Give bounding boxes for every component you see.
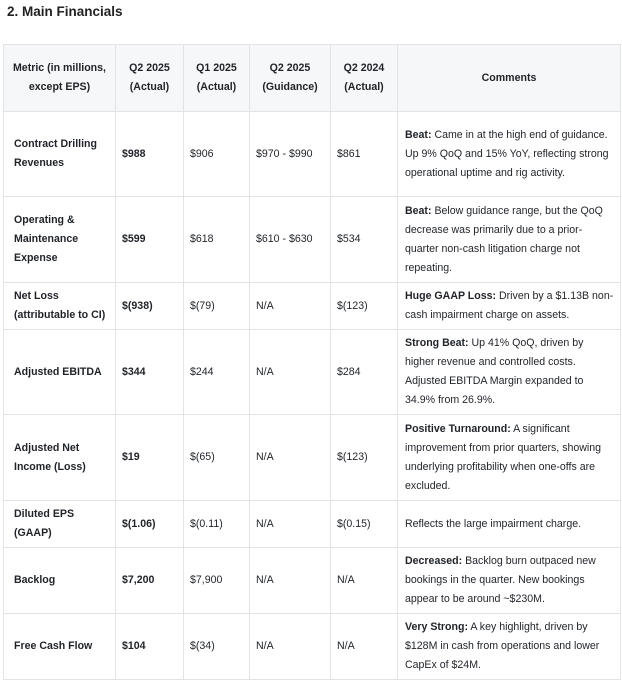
q2-2025-cell: $988 bbox=[116, 112, 184, 197]
comment-label: Decreased: bbox=[405, 555, 463, 567]
metric-cell: Free Cash Flow bbox=[4, 614, 116, 680]
comment-label: Beat: bbox=[405, 204, 432, 217]
header-q1-2025-actual: Q1 2025 (Actual) bbox=[184, 45, 250, 112]
metric-cell: Contract Drilling Revenues bbox=[4, 112, 116, 197]
metric-cell: Adjusted EBITDA bbox=[4, 330, 116, 415]
q2-2024-cell: $284 bbox=[331, 330, 398, 415]
comment-cell bbox=[398, 501, 621, 548]
guidance-cell: $970 - $990 bbox=[250, 112, 331, 197]
q2-2024-cell: N/A bbox=[331, 614, 398, 680]
q2-2025-cell: $19 bbox=[116, 415, 184, 501]
comment-cell bbox=[398, 112, 621, 197]
financials-table bbox=[3, 44, 621, 680]
comment-text: A significant improvement from prior quarters, showing underlying profitability when one-offs are excluded. bbox=[405, 422, 602, 492]
comment-text: Backlog burn outpaced new bookings in the quarter. New bookings appear to be around ~$230M. bbox=[405, 555, 596, 605]
comment-label: Positive Turnaround: bbox=[405, 422, 511, 435]
table-row bbox=[4, 112, 621, 197]
guidance-cell: N/A bbox=[250, 614, 331, 680]
table-row bbox=[4, 330, 621, 415]
comment-cell bbox=[398, 330, 621, 415]
comment-text: Up 41% QoQ, driven by higher revenue and controlled costs. Adjusted EBITDA Margin expanded to 34.9% from 26.9%. bbox=[405, 337, 584, 406]
q1-2025-cell: $618 bbox=[184, 197, 250, 283]
comment-label: Very Strong: bbox=[405, 621, 468, 633]
q2-2025-cell: $104 bbox=[116, 614, 184, 680]
table-row bbox=[4, 283, 621, 330]
header-q2-2025-guidance: Q2 2025 (Guidance) bbox=[250, 45, 331, 112]
table-header-row bbox=[4, 45, 621, 112]
q1-2025-cell: $(0.11) bbox=[184, 501, 250, 548]
guidance-cell: N/A bbox=[250, 330, 331, 415]
guidance-cell: N/A bbox=[250, 548, 331, 614]
guidance-cell: N/A bbox=[250, 283, 331, 330]
guidance-cell: N/A bbox=[250, 501, 331, 548]
table-row bbox=[4, 415, 621, 501]
q2-2024-cell: $861 bbox=[331, 112, 398, 197]
header-q2-2024-actual: Q2 2024 (Actual) bbox=[331, 45, 398, 112]
header-q2-2025-actual: Q2 2025 (Actual) bbox=[116, 45, 184, 112]
comment-label: Strong Beat: bbox=[405, 337, 469, 349]
comment-cell bbox=[398, 197, 621, 283]
table-row bbox=[4, 197, 621, 283]
q2-2025-cell: $(938) bbox=[116, 283, 184, 330]
q1-2025-cell: $(65) bbox=[184, 415, 250, 501]
comment-text: A key highlight, driven by $128M in cash from operations and lower CapEx of $24M. bbox=[405, 621, 600, 671]
header-metric: Metric (in millions, except EPS) bbox=[4, 45, 116, 112]
comment-label: Beat: bbox=[405, 128, 432, 141]
q1-2025-cell: $(34) bbox=[184, 614, 250, 680]
metric-cell: Diluted EPS (GAAP) bbox=[4, 501, 116, 548]
comment-cell bbox=[398, 548, 621, 614]
comment-text: Came in at the high end of guidance. Up 9% QoQ and 15% YoY, reflecting strong operational uptime and rig activity. bbox=[405, 128, 609, 179]
comment-text: Below guidance range, but the QoQ decrease was primarily due to a prior-quarter non-cash litigation charge not repeating. bbox=[405, 204, 603, 274]
comment-text: Reflects the large impairment charge. bbox=[405, 517, 582, 530]
q2-2025-cell: $7,200 bbox=[116, 548, 184, 614]
table-row bbox=[4, 501, 621, 548]
q2-2025-cell: $(1.06) bbox=[116, 501, 184, 548]
comment-cell bbox=[398, 614, 621, 680]
q2-2024-cell: $(123) bbox=[331, 283, 398, 330]
q1-2025-cell: $906 bbox=[184, 112, 250, 197]
header-comments: Comments bbox=[398, 45, 621, 112]
q2-2024-cell: $534 bbox=[331, 197, 398, 283]
q2-2024-cell: $(0.15) bbox=[331, 501, 398, 548]
q2-2024-cell: N/A bbox=[331, 548, 398, 614]
comment-cell bbox=[398, 415, 621, 501]
metric-cell: Operating & Maintenance Expense bbox=[4, 197, 116, 283]
comment-cell bbox=[398, 283, 621, 330]
q1-2025-cell: $244 bbox=[184, 330, 250, 415]
section-title: 2. Main Financials bbox=[7, 4, 123, 19]
q2-2025-cell: $344 bbox=[116, 330, 184, 415]
q2-2025-cell: $599 bbox=[116, 197, 184, 283]
guidance-cell: $610 - $630 bbox=[250, 197, 331, 283]
q1-2025-cell: $(79) bbox=[184, 283, 250, 330]
metric-cell: Backlog bbox=[4, 548, 116, 614]
comment-label: Huge GAAP Loss: bbox=[405, 290, 497, 302]
q2-2024-cell: $(123) bbox=[331, 415, 398, 501]
table-row bbox=[4, 548, 621, 614]
guidance-cell: N/A bbox=[250, 415, 331, 501]
metric-cell: Net Loss (attributable to CI) bbox=[4, 283, 116, 330]
table-row bbox=[4, 614, 621, 680]
q1-2025-cell: $7,900 bbox=[184, 548, 250, 614]
comment-text: Driven by a $1.13B non-cash impairment charge on assets. bbox=[405, 290, 614, 321]
metric-cell: Adjusted Net Income (Loss) bbox=[4, 415, 116, 501]
